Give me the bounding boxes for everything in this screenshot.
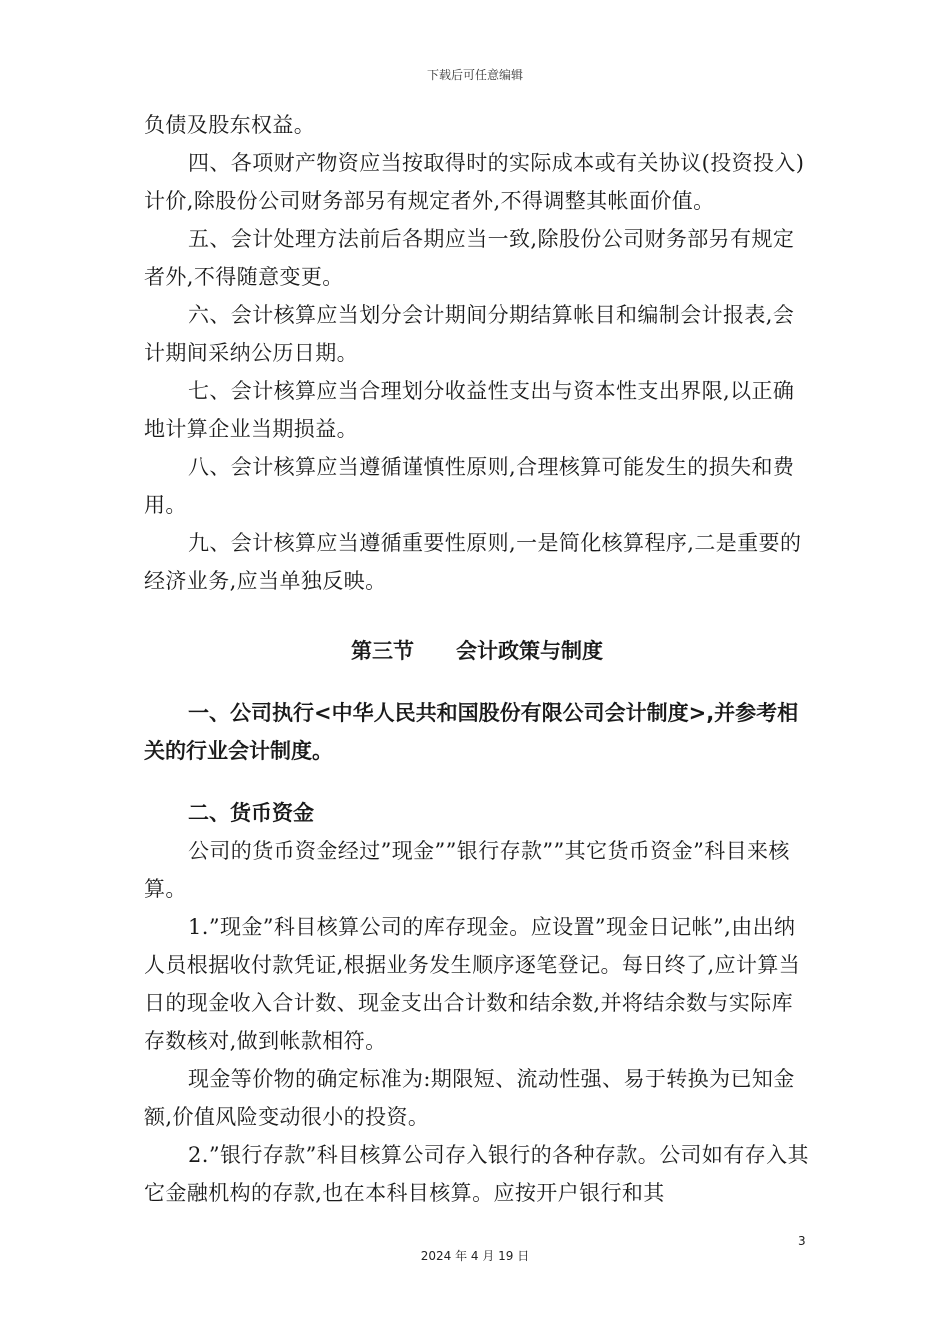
paragraph: 1.”现金”科目核算公司的库存现金。应设置”现金日记帐”,由出纳人员根据收付款凭证,根据业务发生顺序逐笔登记。每日终了,应计算当日的现金收入合计数、现金支出合计数和结余数,并将结余数与实际库存数核对,做到帐款相符。: [144, 915, 801, 1053]
paragraph: 七、会计核算应当合理划分收益性支出与资本性支出界限,以正确地计算企业当期损益。: [144, 379, 795, 441]
paragraph: 五、会计处理方法前后各期应当一致,除股份公司财务部另有规定者外,不得随意变更。: [144, 227, 795, 289]
section-title: 第三节 会计政策与制度: [351, 639, 603, 663]
paragraph: 负债及股东权益。: [144, 113, 316, 137]
paragraph: 现金等价物的确定标准为:期限短、流动性强、易于转换为已知金额,价值风险变动很小的投资。: [144, 1067, 795, 1129]
paragraph: 2.”银行存款”科目核算公司存入银行的各种存款。公司如有存入其它金融机构的存款,也在本科目核算。应按开户银行和其: [144, 1143, 809, 1205]
policy-item-heading: 一、公司执行<中华人民共和国股份有限公司会计制度>,并参考相关的行业会计制度。: [144, 701, 799, 763]
page-footer-date: 2024 年 4 月 19 日: [420, 1249, 530, 1263]
page-header: 下载后可任意编辑: [426, 68, 523, 82]
paragraph: 八、会计核算应当遵循谨慎性原则,合理核算可能发生的损失和费用。: [144, 455, 795, 517]
document-body: [144, 106, 810, 1212]
paragraph: 四、各项财产物资应当按取得时的实际成本或有关协议(投资投入)计价,除股份公司财务部另有规定者外,不得调整其帐面价值。: [144, 151, 805, 213]
paragraph: 公司的货币资金经过”现金””银行存款””其它货币资金”科目来核算。: [144, 839, 790, 901]
paragraph: 六、会计核算应当划分会计期间分期结算帐目和编制会计报表,会计期间采纳公历日期。: [144, 303, 795, 365]
spacer: [144, 770, 810, 794]
paragraph: 九、会计核算应当遵循重要性原则,一是简化核算程序,二是重要的经济业务,应当单独反映。: [144, 531, 802, 593]
page-number: 3: [798, 1234, 806, 1248]
subsection-heading: 二、货币资金: [188, 801, 314, 825]
spacer: [144, 676, 810, 694]
